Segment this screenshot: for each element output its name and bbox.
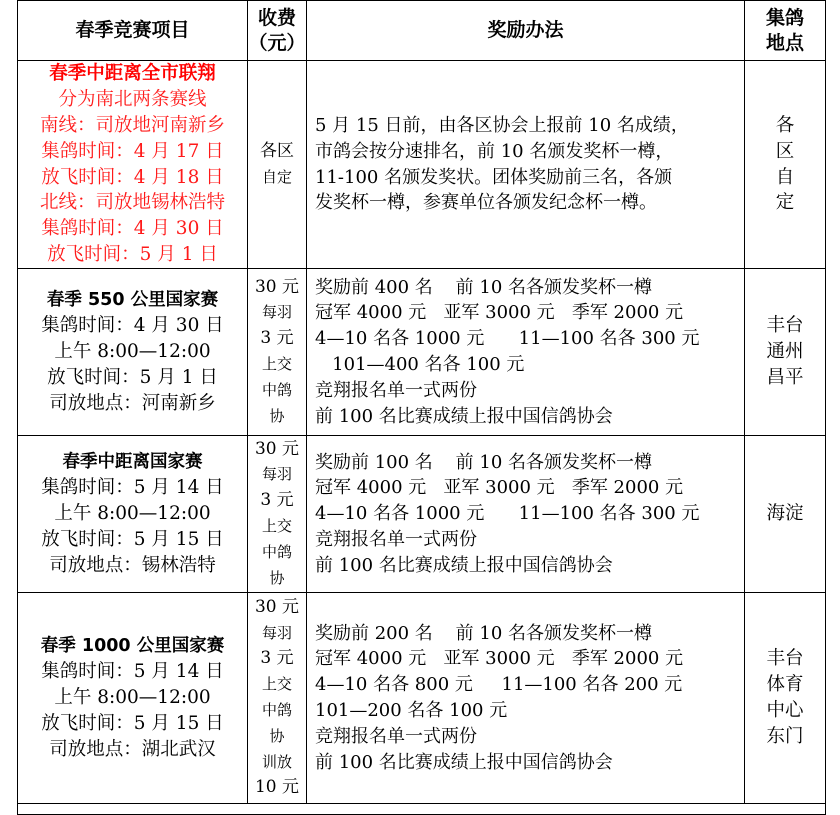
- project-line: 春季中距离全市联翔: [49, 63, 216, 85]
- project-line: 分为南北两条赛线: [58, 89, 207, 111]
- project-line: 上午 8:00—12:00: [54, 687, 211, 709]
- location-line: 昌平: [766, 366, 804, 388]
- fee-cell: [248, 593, 307, 804]
- project-line: 集鸽时间：5 月 14 日: [41, 661, 224, 683]
- project-line: 放飞时间：5 月 15 日: [41, 528, 224, 550]
- project-line: 放飞时间：5 月 1 日: [47, 243, 218, 265]
- project-cell: [18, 593, 248, 804]
- fee-cell: [248, 269, 307, 436]
- fee-line: 3 元: [260, 328, 294, 349]
- award-line: 冠军 4000 元 亚军 3000 元 季军 2000 元: [315, 648, 684, 670]
- fee-line: 协: [269, 568, 285, 587]
- award-line: 发奖杯一樽，参赛单位各颁发纪念杯一樽。: [315, 192, 657, 214]
- award-line: 前 100 名比赛成绩上报中国信鸽协会: [315, 405, 613, 427]
- award-line: 竞翔报名单一式两份: [315, 528, 477, 550]
- project-line: 集鸽时间：4 月 30 日: [41, 218, 224, 240]
- award-line: 前 100 名比赛成绩上报中国信鸽协会: [315, 554, 613, 576]
- fee-line: 自定: [261, 167, 292, 186]
- fee-line: 每羽: [261, 303, 292, 322]
- award-line: 11-100 名颁发奖状。团体奖励前三名，各颁: [315, 166, 673, 188]
- header-row: [18, 1, 826, 61]
- fee-line: 30 元: [254, 276, 300, 297]
- project-line: 南线：司放地河南新乡: [39, 114, 225, 136]
- award-line: 冠军 4000 元 亚军 3000 元 季军 2000 元: [315, 302, 684, 324]
- fee-cell: [248, 436, 307, 593]
- project-line: 北线：司放地锡林浩特: [39, 192, 225, 214]
- project-line: 上午 8:00—12:00: [54, 503, 211, 525]
- award-cell: [307, 61, 745, 269]
- location-line: 丰台: [766, 648, 804, 670]
- award-cell: [307, 593, 745, 804]
- fee-line: 协: [269, 406, 285, 425]
- header-fee: 收费 （元）: [248, 1, 307, 61]
- award-line: 4—10 名各 800 元 11—100 名各 200 元: [315, 674, 683, 696]
- award-line: 奖励前 400 名 前 10 名各颁发奖杯一樽: [315, 276, 653, 298]
- project-line: 司放地点：湖北武汉: [49, 738, 216, 760]
- location-line: 东门: [766, 725, 804, 747]
- award-line: 市鸽会按分速排名，前 10 名颁发奖杯一樽，: [315, 140, 674, 162]
- award-line: 101—200 名各 100 元: [315, 700, 508, 721]
- award-line: 奖励前 100 名 前 10 名各颁发奖杯一樽: [315, 451, 653, 473]
- location-cell: [745, 269, 826, 436]
- race-schedule-table: [17, 0, 826, 815]
- project-line: 春季中距离国家赛: [62, 451, 203, 472]
- project-line: 集鸽时间：4 月 17 日: [41, 140, 224, 162]
- project-line: 放飞时间：4 月 18 日: [41, 166, 224, 188]
- location-line: 区: [775, 140, 795, 162]
- project-line: 放飞时间：5 月 15 日: [41, 712, 224, 734]
- header-project: 春季竞赛项目: [18, 1, 248, 61]
- table-row: [18, 61, 826, 269]
- fee-line: 每羽: [261, 623, 292, 642]
- partial-row-cell: [18, 804, 826, 815]
- fee-line: 各区: [260, 140, 294, 161]
- fee-line: 中鸽: [261, 701, 292, 719]
- project-line: 春季 550 公里国家赛: [46, 289, 219, 310]
- location-cell: [745, 593, 826, 804]
- location-line: 自: [775, 166, 795, 188]
- location-line: 中心: [766, 700, 804, 721]
- award-line: 4—10 名各 1000 元 11—100 名各 300 元: [315, 328, 700, 350]
- project-line: 集鸽时间：5 月 14 日: [41, 477, 224, 499]
- project-line: 司放地点：锡林浩特: [49, 554, 216, 576]
- award-line: 竞翔报名单一式两份: [315, 725, 477, 747]
- project-line: 司放地点：河南新乡: [49, 392, 216, 414]
- project-line: 春季 1000 公里国家赛: [40, 635, 225, 656]
- fee-line: 10 元: [254, 777, 300, 798]
- award-cell: [307, 269, 745, 436]
- project-cell: [18, 436, 248, 593]
- fee-line: 30 元: [254, 596, 300, 617]
- location-cell: [745, 436, 826, 593]
- location-line: 各: [775, 114, 795, 136]
- fee-line: 训放: [261, 752, 292, 771]
- fee-line: 3 元: [260, 490, 294, 511]
- location-line: 体育: [766, 674, 804, 696]
- award-cell: [307, 436, 745, 593]
- header-location: 集鸽 地点: [745, 1, 826, 61]
- fee-line: 3 元: [260, 648, 294, 669]
- award-line: 冠军 4000 元 亚军 3000 元 季军 2000 元: [315, 477, 684, 499]
- header-award: 奖励办法: [307, 1, 745, 61]
- table-row-partial: [18, 804, 826, 815]
- table-row: [18, 269, 826, 436]
- award-line: 竞翔报名单一式两份: [315, 379, 477, 401]
- location-cell: [745, 61, 826, 269]
- fee-line: 30 元: [254, 438, 300, 459]
- fee-line: 中鸽: [261, 380, 292, 399]
- award-line: 4—10 名各 1000 元 11—100 名各 300 元: [315, 503, 700, 525]
- table-row: [18, 436, 826, 593]
- award-line: 奖励前 200 名 前 10 名各颁发奖杯一樽: [315, 622, 653, 644]
- location-line: 定: [775, 192, 795, 214]
- award-line: 101—400 名各 100 元: [315, 354, 525, 375]
- project-cell: [18, 269, 248, 436]
- project-cell: [18, 61, 248, 269]
- project-line: 集鸽时间：4 月 30 日: [41, 315, 224, 337]
- table-row: [18, 593, 826, 804]
- location-line: 通州: [766, 341, 804, 363]
- fee-line: 上交: [261, 675, 292, 694]
- location-line: 海淀: [766, 503, 804, 525]
- award-line: 5 月 15 日前，由各区协会上报前 10 名成绩，: [315, 114, 689, 136]
- fee-cell: [248, 61, 307, 269]
- fee-line: 上交: [261, 517, 292, 535]
- fee-line: 上交: [261, 355, 292, 373]
- project-line: 上午 8:00—12:00: [54, 341, 211, 363]
- location-line: 丰台: [766, 315, 804, 337]
- fee-line: 中鸽: [261, 542, 292, 561]
- project-line: 放飞时间：5 月 1 日: [47, 366, 218, 388]
- award-line: 前 100 名比赛成绩上报中国信鸽协会: [315, 751, 613, 773]
- fee-line: 每羽: [261, 465, 292, 484]
- fee-line: 协: [269, 726, 285, 745]
